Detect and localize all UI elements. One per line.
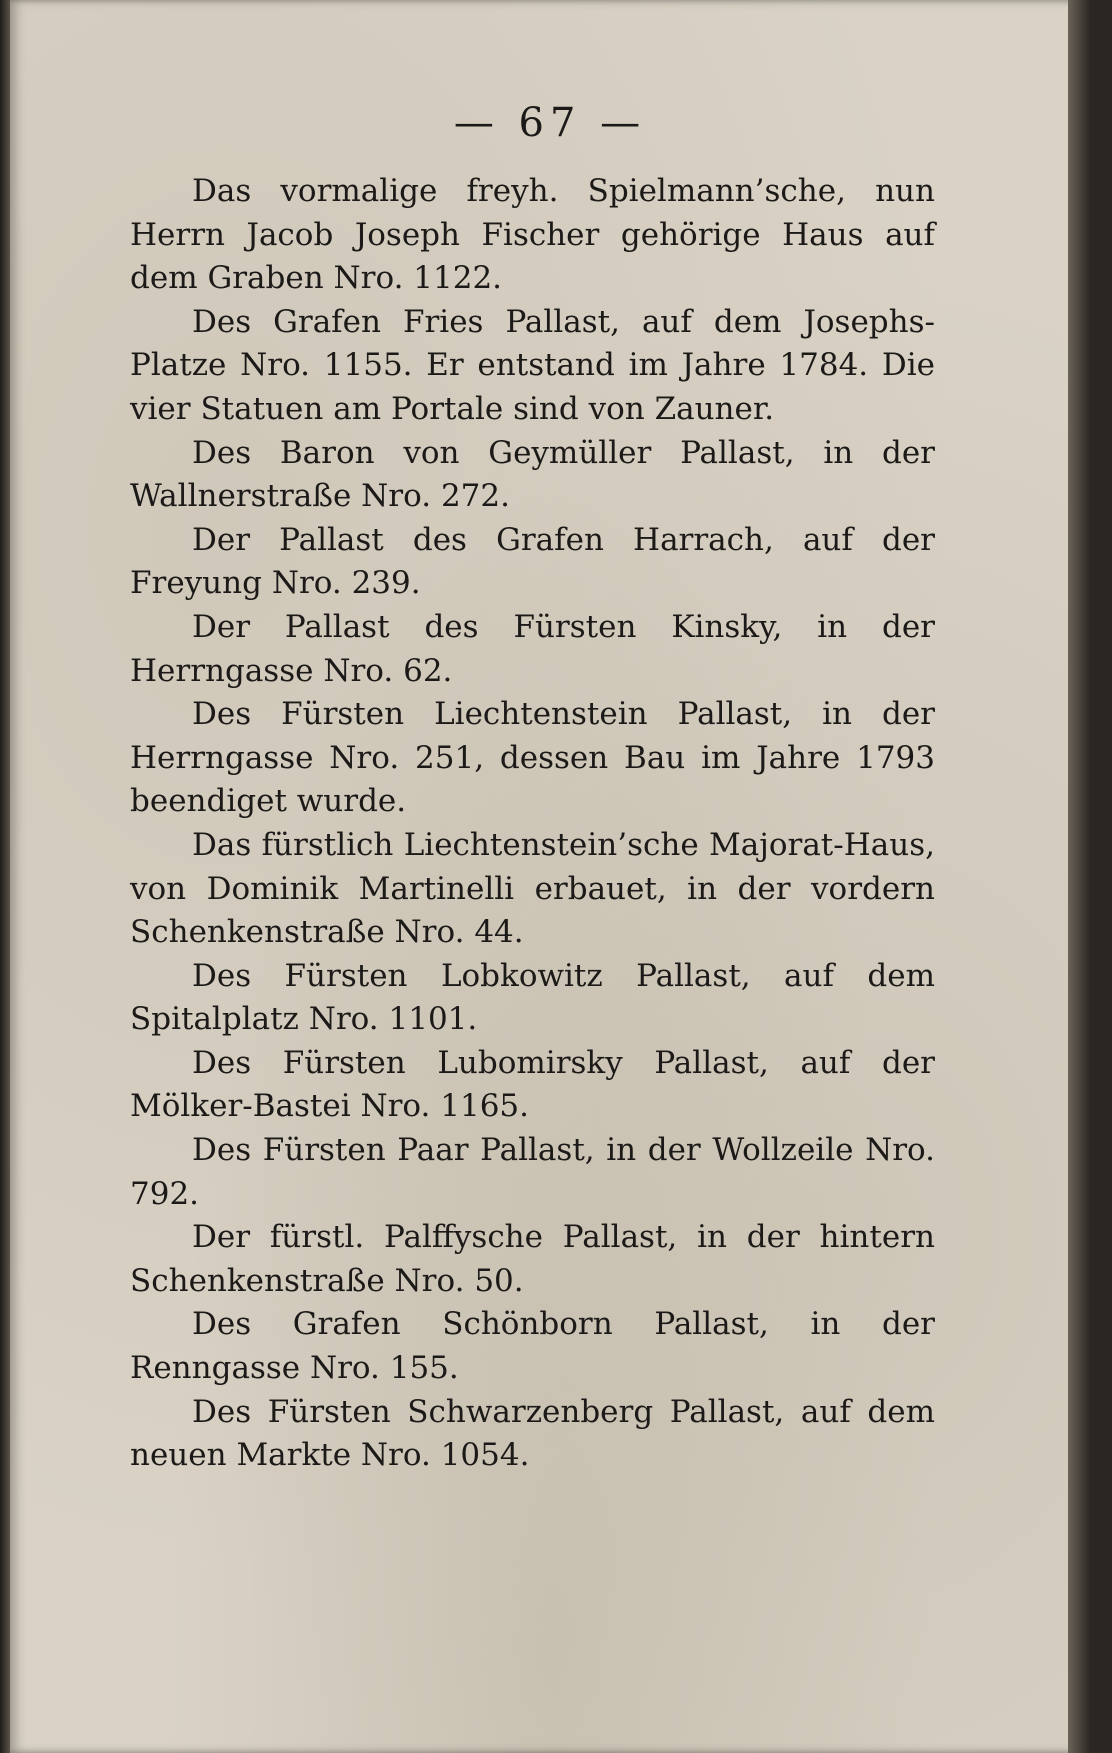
entry-lubomirsky-pallast: Des Fürsten Lubomirsky Pallast, auf der Mölker-Bastei Nro. 1165. (130, 1044, 935, 1125)
book-spine-shadow (0, 0, 10, 1753)
page-number: — 67 — (453, 100, 647, 146)
entry-liechtenstein-majorat-haus: Das fürstlich Liechtenstein’sche Majorat-Haus, von Dominik Martinelli erbauet, in der vordern Schenkenstraße Nro. 44. (130, 826, 935, 951)
entry-kinsky-pallast: Der Pallast des Fürsten Kinsky, in der Herrngasse Nro. 62. (130, 608, 935, 689)
entry-lobkowitz-pallast: Des Fürsten Lobkowitz Pallast, auf dem Spitalplatz Nro. 1101. (130, 957, 935, 1038)
entry-paar-pallast: Des Fürsten Paar Pallast, in der Wollzeile Nro. 792. (130, 1132, 935, 1212)
entry-spielmann-haus: Das vormalige freyh. Spielmann’sche, nun Herrn Jacob Joseph Fischer gehörige Haus auf dem Graben Nro. 1122. (130, 173, 935, 297)
page-body-text (130, 170, 935, 1478)
book-page (10, 0, 1090, 1753)
entry-fries-pallast: Des Grafen Fries Pallast, auf dem Josephs-Platze Nro. 1155. Er entstand im Jahre 1784. Die vier Statuen am Portale sind von Zauner. (130, 303, 935, 427)
entry-palffy-pallast: Der fürstl. Palffysche Pallast, in der hintern Schenkenstraße Nro. 50. (130, 1219, 935, 1299)
entry-geymueller-pallast: Des Baron von Geymüller Pallast, in der Wallnerstraße Nro. 272. (130, 434, 935, 515)
entry-liechtenstein-pallast: Des Fürsten Liechtenstein Pallast, in der Herrngasse Nro. 251, dessen Bau im Jahre 1793 beendiget wurde. (130, 696, 935, 820)
entry-schoenborn-pallast: Des Grafen Schönborn Pallast, in der Renngasse Nro. 155. (130, 1306, 935, 1387)
entry-harrach-pallast: Der Pallast des Grafen Harrach, auf der Freyung Nro. 239. (130, 521, 935, 602)
entry-schwarzenberg-pallast: Des Fürsten Schwarzenberg Pallast, auf dem neuen Markte Nro. 1054. (130, 1393, 935, 1474)
page-right-edge-shadow (1068, 0, 1090, 1753)
